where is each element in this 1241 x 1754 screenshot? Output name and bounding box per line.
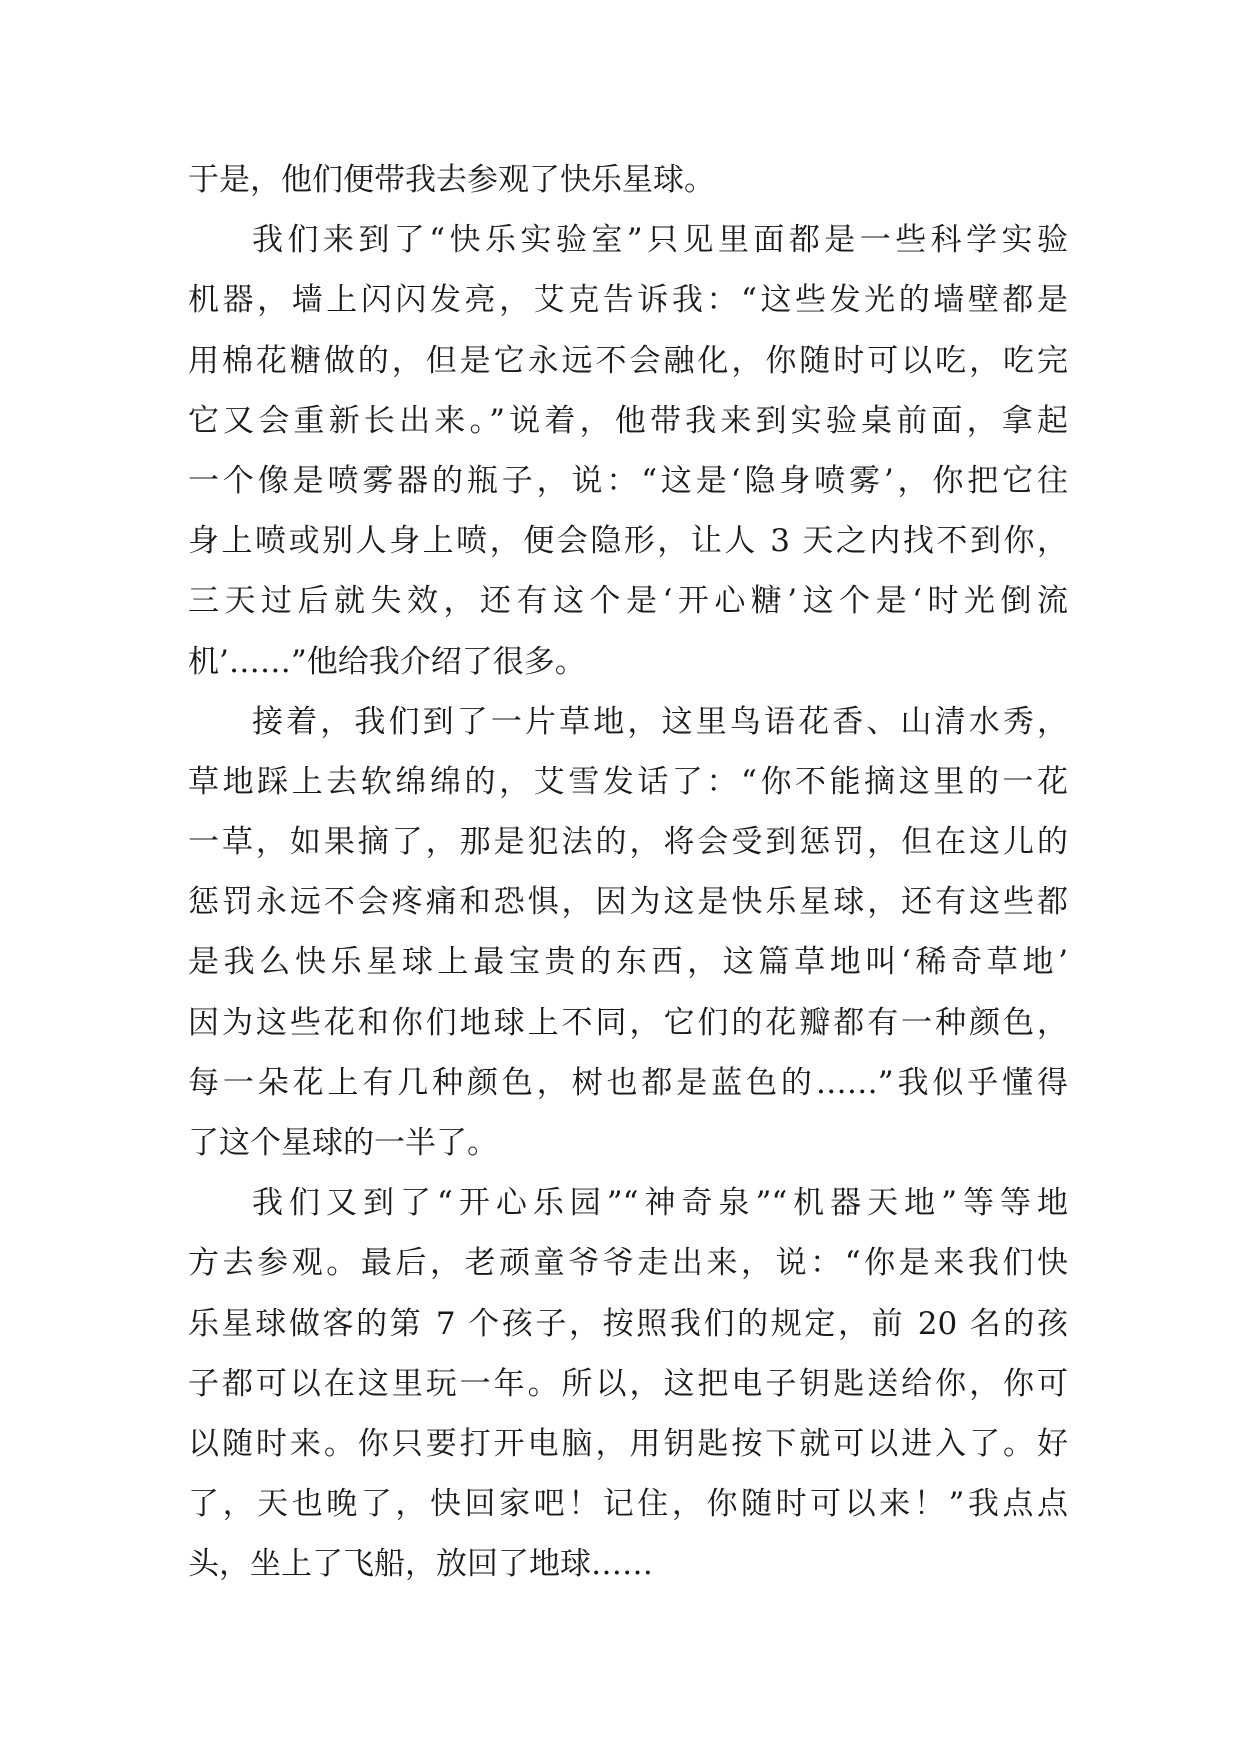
text-line: 了这个星球的一半了。	[188, 1125, 498, 1161]
text-line: 我们又到了“开心乐园”“神奇泉”“机器天地”等等地	[252, 1185, 1068, 1222]
text-line: 了，天也晚了，快回家吧！记住，你随时可以来！”我点点	[188, 1486, 1068, 1523]
text-line: 因为这些花和你们地球上不同，它们的花瓣都有一种颜色，	[188, 1004, 1068, 1041]
text-line: 于是，他们便带我去参观了快乐星球。	[188, 162, 715, 198]
text-line: 以随时来。你只要打开电脑，用钥匙按下就可以进入了。好	[188, 1425, 1068, 1462]
text-line: 乐星球做客的第 7 个孩子，按照我们的规定，前 20 名的孩	[188, 1305, 1068, 1342]
text-line: 机器，墙上闪闪发亮，艾克告诉我：“这些发光的墙壁都是	[188, 282, 1068, 319]
text-line: 三天过后就失效，还有这个是‘开心糖’这个是‘时光倒流	[188, 583, 1068, 620]
text-line: 是我么快乐星球上最宝贵的东西，这篇草地叫‘稀奇草地’	[188, 944, 1068, 981]
text-line: 它又会重新长出来。”说着，他带我来到实验桌前面，拿起	[188, 402, 1068, 439]
text-line: 头，坐上了飞船，放回了地球……	[188, 1546, 653, 1583]
text-line: 一个像是喷雾器的瓶子，说：“这是‘隐身喷雾’，你把它往	[188, 462, 1068, 499]
text-line: 子都可以在这里玩一年。所以，这把电子钥匙送给你，你可	[188, 1365, 1068, 1402]
text-line: 机’……”他给我介绍了很多。	[188, 643, 586, 680]
text-line: 草地踩上去软绵绵的，艾雪发话了：“你不能摘这里的一花	[188, 763, 1068, 800]
text-line: 用棉花糖做的，但是它永远不会融化，你随时可以吃，吃完	[188, 342, 1068, 379]
text-line: 身上喷或别人身上喷，便会隐形，让人 3 天之内找不到你，	[188, 523, 1068, 560]
text-line: 惩罚永远不会疼痛和恐惧，因为这是快乐星球，还有这些都	[188, 884, 1068, 921]
body-text	[188, 150, 1068, 1595]
text-line: 接着，我们到了一片草地，这里鸟语花香、山清水秀，	[252, 703, 1068, 740]
text-line: 一草，如果摘了，那是犯法的，将会受到惩罚，但在这儿的	[188, 824, 1068, 861]
text-line: 每一朵花上有几种颜色，树也都是蓝色的……”我似乎懂得	[188, 1064, 1068, 1101]
text-line: 方去参观。最后，老顽童爷爷走出来，说：“你是来我们快	[188, 1245, 1068, 1282]
text-line: 我们来到了“快乐实验室”只见里面都是一些科学实验	[252, 222, 1068, 259]
